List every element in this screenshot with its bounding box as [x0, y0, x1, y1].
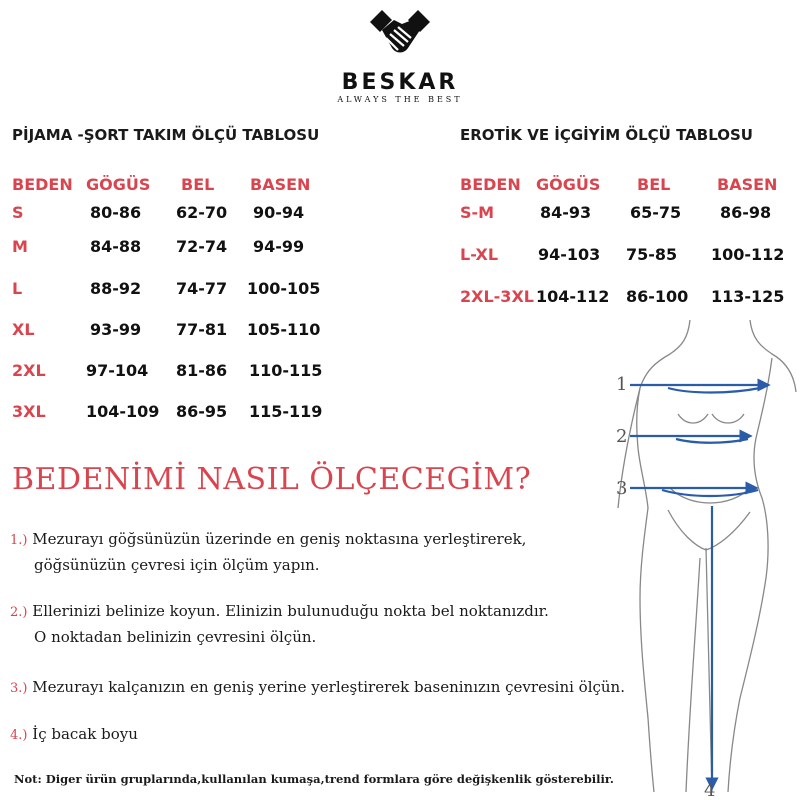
pajama-row-hip: 100-105 [247, 279, 321, 298]
pajama-header-chest: GÖGÜS [86, 175, 151, 194]
body-outline-icon [618, 320, 796, 792]
pajama-row-size: 2XL [12, 361, 46, 380]
lingerie-row-waist: 75-85 [626, 245, 678, 264]
pajama-table-title: PİJAMA -ŞORT TAKIM ÖLÇÜ TABLOSU [12, 126, 320, 144]
lingerie-header-waist: BEL [637, 175, 671, 194]
pajama-row-chest: 97-104 [86, 361, 149, 380]
pajama-row-waist: 62-70 [176, 203, 228, 222]
step-text-line2: O noktadan belinizin çevresini ölçün. [34, 628, 317, 646]
lingerie-header-chest: GÖGÜS [536, 175, 601, 194]
pajama-header-waist: BEL [181, 175, 215, 194]
lingerie-header-size: BEDEN [460, 175, 521, 194]
brand-name: BESKAR [341, 70, 459, 95]
step-text-line1: Ellerinizi belinize koyun. Elinizin bulunuduğu nokta bel noktanızdır. [32, 602, 549, 620]
figure-label-3: 3 [616, 478, 628, 499]
pajama-row-chest: 93-99 [90, 320, 142, 339]
lingerie-row-waist: 86-100 [626, 287, 689, 306]
instruction-step [10, 675, 625, 701]
pajama-row-hip: 105-110 [247, 320, 321, 339]
footer-note: Not: Diger ürün gruplarında,kullanılan kumaşa,trend formlara göre değişkenlik gösterebilir. [14, 772, 614, 786]
pajama-row-chest: 104-109 [86, 402, 160, 421]
pajama-header-size: BEDEN [12, 175, 73, 194]
figure-label-4: 4 [704, 780, 716, 800]
lingerie-row-chest: 104-112 [536, 287, 610, 306]
lingerie-row-chest: 84-93 [540, 203, 592, 222]
pajama-row-chest: 80-86 [90, 203, 142, 222]
pajama-row-size: S [12, 203, 24, 222]
pajama-header-hip: BASEN [250, 175, 311, 194]
step-number: 1.) [10, 533, 28, 548]
step-number: 3.) [10, 681, 28, 696]
instruction-step [10, 527, 526, 577]
measurement-arrows [630, 385, 768, 788]
lingerie-row-size: 2XL-3XL [460, 287, 534, 306]
lingerie-row-hip: 100-112 [711, 245, 785, 264]
pajama-row-size: L [12, 279, 23, 298]
pajama-row-chest: 88-92 [90, 279, 142, 298]
step-text-line1: İç bacak boyu [32, 725, 138, 743]
pajama-row-hip: 115-119 [249, 402, 323, 421]
pajama-row-hip: 90-94 [253, 203, 305, 222]
figure-label-2: 2 [616, 426, 628, 447]
body-measurement-figure [600, 318, 800, 800]
pajama-row-size: M [12, 237, 28, 256]
lingerie-table-title: EROTİK VE İÇGİYİM ÖLÇÜ TABLOSU [460, 126, 753, 144]
step-text-line1: Mezurayı kalçanızın en geniş yerine yerleştirerek baseninızın çevresini ölçün. [32, 678, 625, 696]
lingerie-row-size: S-M [460, 203, 495, 222]
step-text-line2: göğsünüzün çevresi için ölçüm yapın. [34, 556, 320, 574]
pajama-row-size: 3XL [12, 402, 46, 421]
pajama-row-hip: 94-99 [253, 237, 305, 256]
handshake-logo-icon [368, 8, 432, 64]
lingerie-row-waist: 65-75 [630, 203, 682, 222]
brand-logo [0, 8, 800, 104]
step-number: 4.) [10, 728, 28, 743]
lingerie-row-size: L-XL [460, 245, 499, 264]
lingerie-row-hip: 86-98 [720, 203, 772, 222]
instruction-step [10, 599, 549, 649]
step-number: 2.) [10, 605, 28, 620]
step-text-line1: Mezurayı göğsünüzün üzerinde en geniş noktasına yerleştirerek, [32, 530, 527, 548]
pajama-row-waist: 72-74 [176, 237, 228, 256]
pajama-row-waist: 86-95 [176, 402, 228, 421]
pajama-row-size: XL [12, 320, 35, 339]
pajama-row-waist: 81-86 [176, 361, 228, 380]
lingerie-header-hip: BASEN [717, 175, 778, 194]
figure-label-1: 1 [616, 374, 628, 395]
brand-tagline: ALWAYS THE BEST [337, 95, 463, 104]
pajama-row-waist: 77-81 [176, 320, 228, 339]
pajama-row-waist: 74-77 [176, 279, 228, 298]
pajama-row-hip: 110-115 [249, 361, 323, 380]
lingerie-row-chest: 94-103 [538, 245, 601, 264]
pajama-row-chest: 84-88 [90, 237, 142, 256]
how-to-measure-title: BEDENİMİ NASIL ÖLÇECEGİM? [12, 462, 532, 497]
lingerie-row-hip: 113-125 [711, 287, 785, 306]
instruction-step [10, 722, 138, 748]
